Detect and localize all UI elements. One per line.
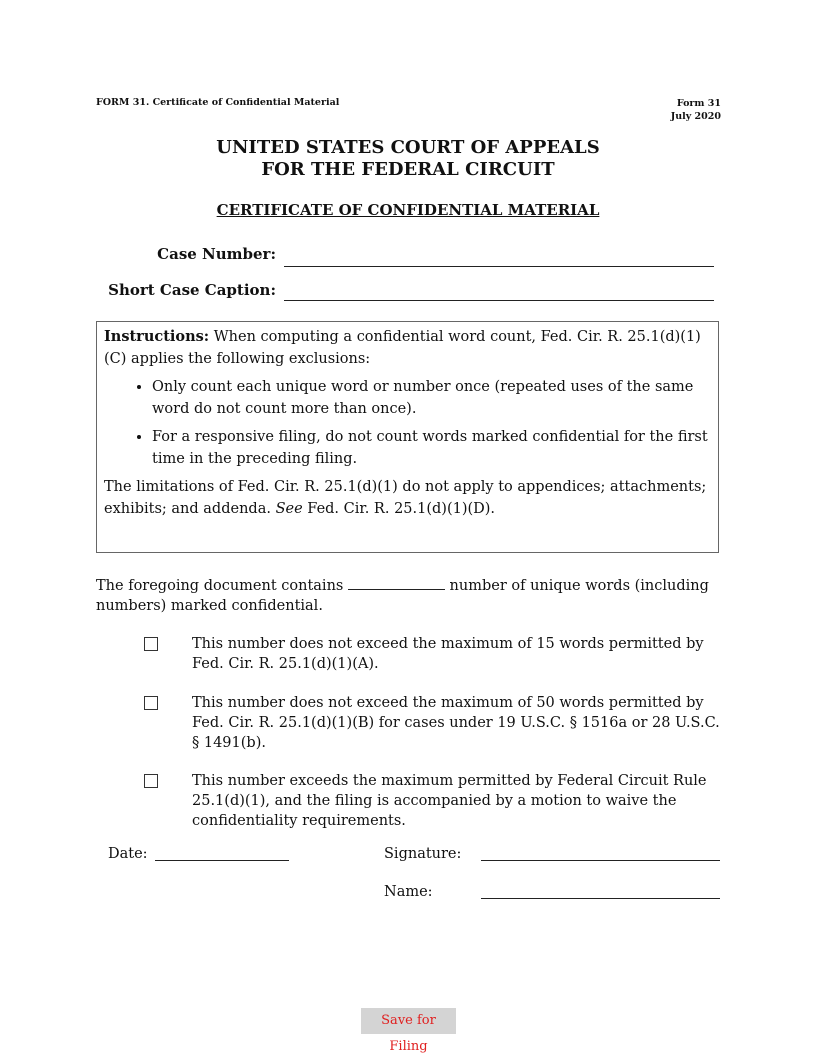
limitations-text-after: Fed. Cir. R. 25.1(d)(1)(D). — [302, 501, 496, 517]
option-1-checkbox[interactable] — [144, 637, 158, 651]
word-count-before: The foregoing document contains — [96, 578, 348, 594]
word-count-field[interactable] — [348, 575, 445, 590]
option-3-text: This number exceeds the maximum permitted by Federal Circuit Rule 25.1(d)(1), and the filing is accompanied by a motion to waive the confidentiality requirements. — [192, 773, 707, 829]
instructions-limitations — [104, 476, 711, 520]
signature-field[interactable] — [481, 860, 720, 861]
certificate-title: CERTIFICATE OF CONFIDENTIAL MATERIAL — [216, 201, 600, 219]
limitations-text-before: The limitations of Fed. Cir. R. 25.1(d)(1) do not apply to appendices; attachments; exhibits; and addenda. — [104, 479, 707, 517]
instructions-list — [104, 376, 711, 470]
form-title-header: FORM 31. Certificate of Confidential Material — [96, 97, 340, 108]
court-name-line1: UNITED STATES COURT OF APPEALS — [216, 137, 600, 158]
instructions-intro-text: When computing a confidential word count, Fed. Cir. R. 25.1(d)(1)(C) applies the following exclusions: — [104, 329, 701, 367]
short-case-caption-label: Short Case Caption: — [108, 281, 276, 299]
name-field[interactable] — [481, 898, 720, 899]
name-label: Name: — [384, 884, 433, 900]
instructions-intro — [104, 326, 711, 370]
signature-label: Signature: — [384, 846, 462, 862]
form-number-header — [671, 97, 721, 123]
instructions-heading: Instructions: — [104, 328, 210, 345]
option-1-text: This number does not exceed the maximum of 15 words permitted by Fed. Cir. R. 25.1(d)(1)(A). — [192, 636, 704, 672]
word-count-statement — [96, 575, 721, 616]
limitations-see: See — [275, 501, 303, 517]
instructions-bullet-2: • For a responsive filing, do not count words marked confidential for the first time in the preceding filing. — [152, 426, 711, 470]
date-field[interactable] — [155, 860, 289, 861]
court-name-line2: FOR THE FEDERAL CIRCUIT — [261, 159, 555, 180]
form-number: Form 31 — [676, 98, 721, 109]
form-date: July 2020 — [670, 111, 721, 122]
instructions-box — [96, 321, 719, 553]
date-label: Date: — [108, 846, 148, 862]
case-number-field[interactable] — [284, 266, 714, 267]
word-count-after: number of unique words (including numbers) marked confidential. — [96, 578, 709, 614]
option-2-text: This number does not exceed the maximum of 50 words permitted by Fed. Cir. R. 25.1(d)(1)(B) for cases under 19 U.S.C. § 1516a or 28 U.S.C. § 1491(b). — [192, 695, 720, 751]
option-3-checkbox[interactable] — [144, 774, 158, 788]
instructions-bullet-1: • Only count each unique word or number once (repeated uses of the same word do not count more than once). — [152, 376, 711, 420]
save-for-filing-button[interactable]: Save for Filing — [361, 1008, 456, 1034]
court-name — [0, 137, 816, 181]
option-2-checkbox[interactable] — [144, 696, 158, 710]
short-case-caption-field[interactable] — [284, 300, 714, 301]
case-number-label: Case Number: — [157, 245, 276, 263]
